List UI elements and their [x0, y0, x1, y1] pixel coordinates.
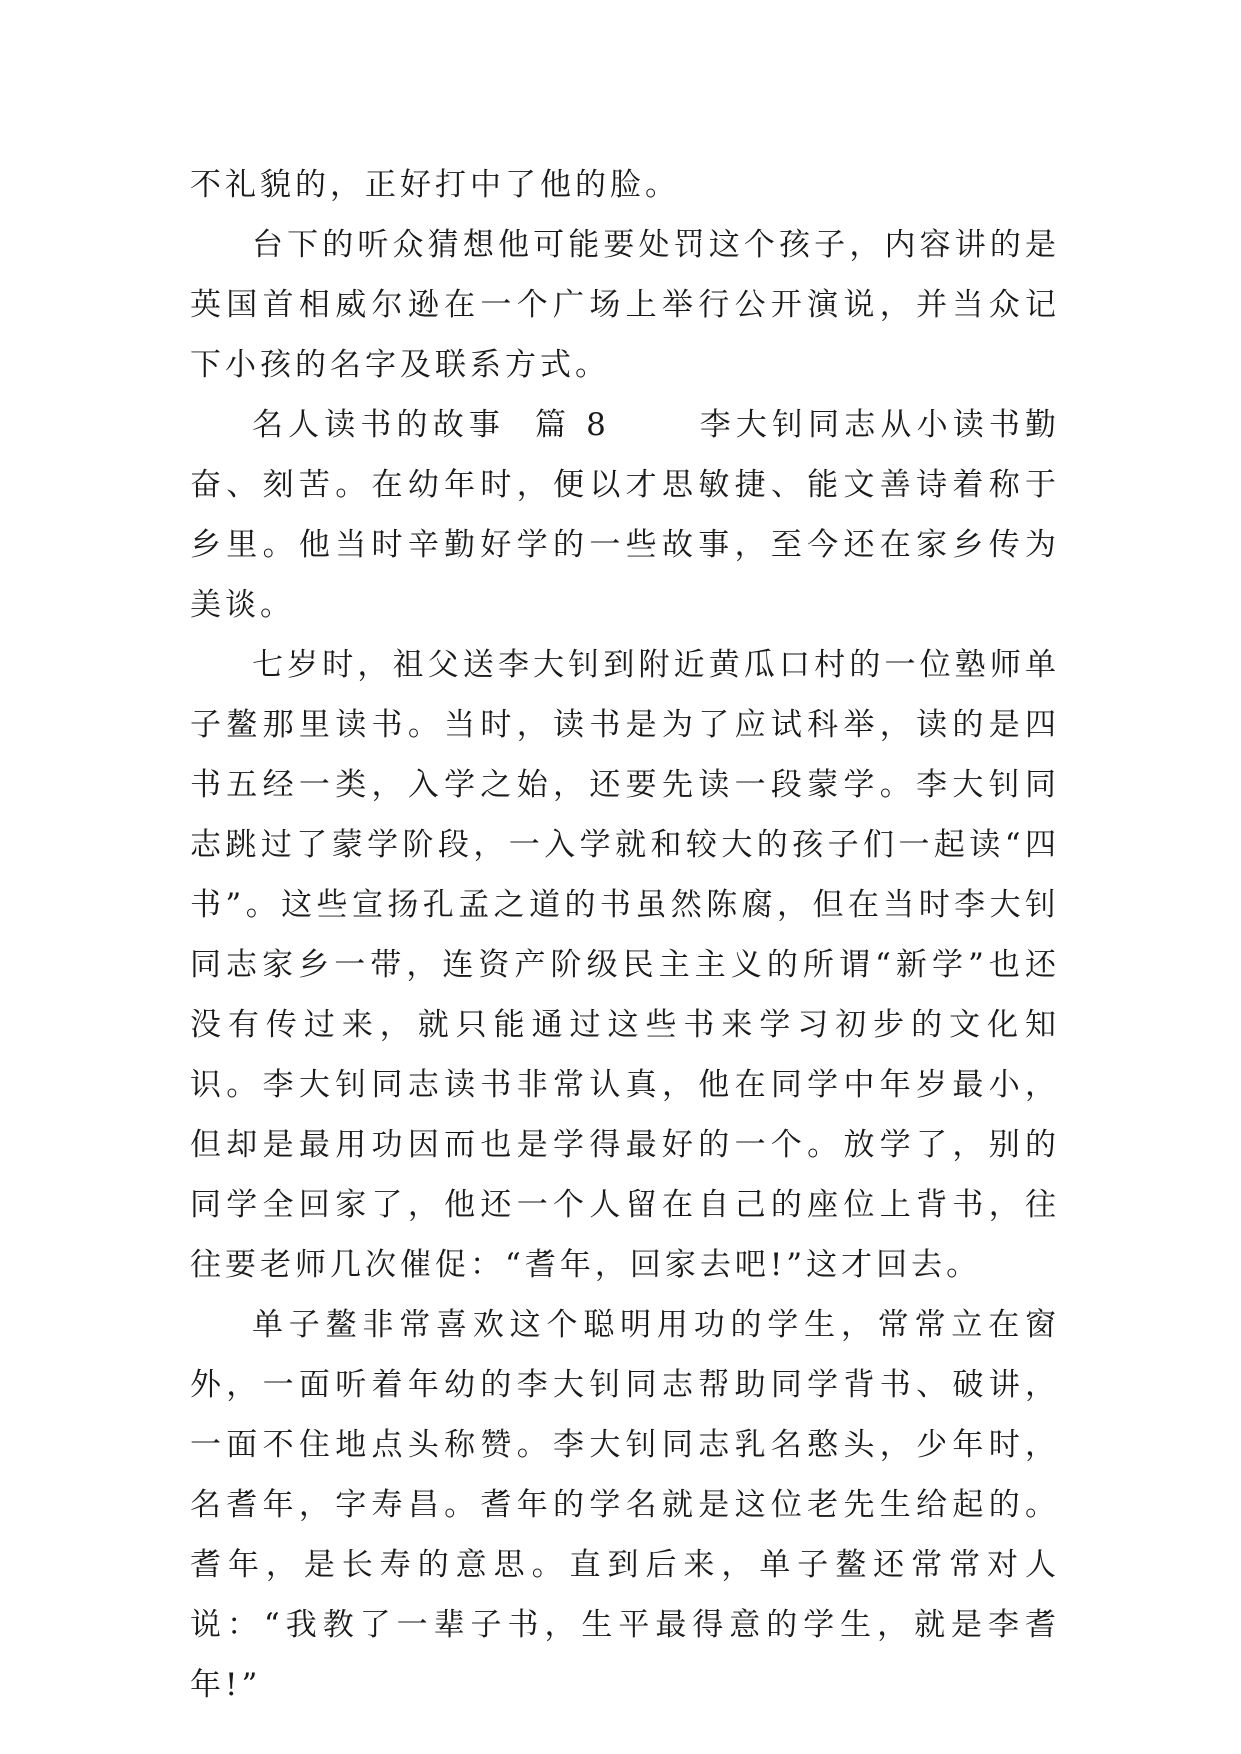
document-body — [190, 155, 1060, 1715]
paragraph-3: 名人读书的故事 篇 8 李大钊同志从小读书勤奋、刻苦。在幼年时，便以才思敏捷、能文善诗着称于乡里。他当时辛勤好学的一些故事，至今还在家乡传为美谈。 — [190, 407, 1060, 623]
paragraph-2: 台下的听众猜想他可能要处罚这个孩子，内容讲的是英国首相威尔逊在一个广场上举行公开演说，并当众记下小孩的名字及联系方式。 — [190, 227, 1060, 383]
paragraph-1: 不礼貌的，正好打中了他的脸。 — [190, 167, 680, 203]
paragraph-5: 单子鳌非常喜欢这个聪明用功的学生，常常立在窗外，一面听着年幼的李大钊同志帮助同学背书、破讲，一面不住地点头称赞。李大钊同志乳名憨头，少年时，名耆年，字寿昌。耆年的学名就是这位老先生给起的。耆年，是长寿的意思。直到后来，单子鳌还常常对人说：“我教了一辈子书，生平最得意的学生，就是李耆年!” — [190, 1307, 1060, 1703]
paragraph-4: 七岁时，祖父送李大钊到附近黄瓜口村的一位塾师单子鳌那里读书。当时，读书是为了应试科举，读的是四书五经一类，入学之始，还要先读一段蒙学。李大钊同志跳过了蒙学阶段，一入学就和较大的孩子们一起读“四书”。这些宣扬孔孟之道的书虽然陈腐，但在当时李大钊同志家乡一带，连资产阶级民主主义的所谓“新学”也还没有传过来，就只能通过这些书来学习初步的文化知识。李大钊同志读书非常认真，他在同学中年岁最小，但却是最用功因而也是学得最好的一个。放学了，别的同学全回家了，他还一个人留在自己的座位上背书，往往要老师几次催促：“耆年，回家去吧!”这才回去。 — [190, 647, 1060, 1283]
